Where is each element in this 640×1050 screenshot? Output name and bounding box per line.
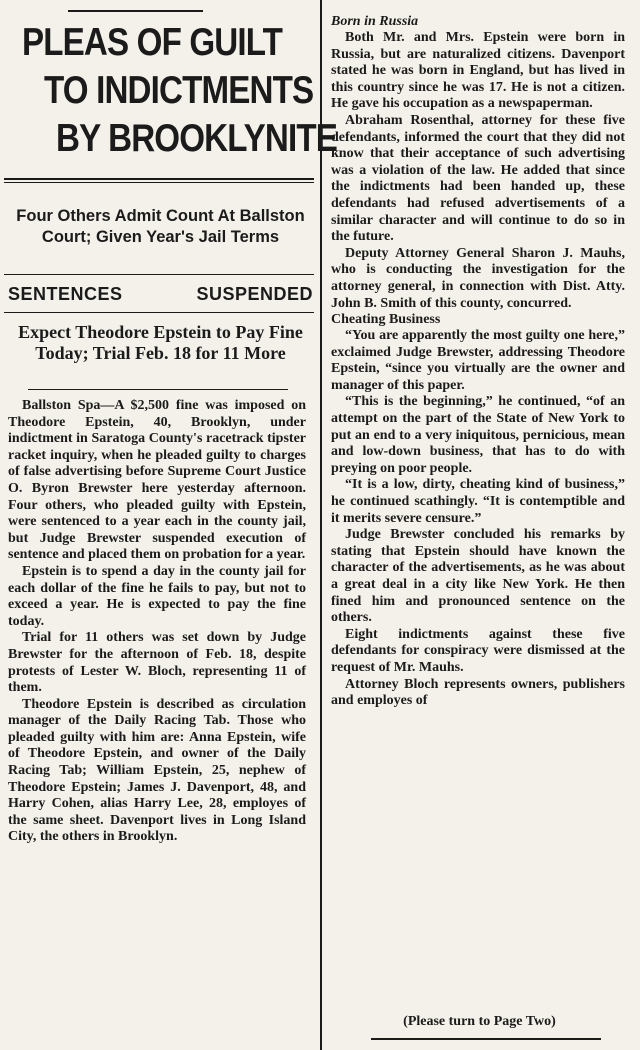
suspended-word: SUSPENDED bbox=[196, 284, 313, 304]
paragraph: “You are apparently the most guilty one here,” exclaimed Judge Brewster, addressing Theodore Epstein, “since you virtually are the owner and manager of this paper. bbox=[331, 328, 625, 393]
closing-rule bbox=[371, 1038, 601, 1040]
headline-line-3: BY BROOKLYNITE bbox=[56, 117, 337, 160]
deck-two-rule bbox=[28, 389, 288, 390]
paragraph: “This is the beginning,” he continued, “of an attempt on the part of the State of New York to put an end to a very iniquitous, pernicious, mean and low-down business, that has to do with preying on poor people. bbox=[331, 394, 625, 476]
paragraph: Trial for 11 others was set down by Judge Brewster for the afternoon of Feb. 18, despite protests of Lester W. Bloch, representing 11 of them. bbox=[8, 630, 306, 696]
turn-page-note: (Please turn to Page Two) bbox=[403, 1014, 556, 1029]
deck-two: Expect Theodore Epstein to Pay Fine Today; Trial Feb. 18 for 11 More bbox=[18, 322, 303, 363]
deck-rule bbox=[4, 274, 314, 275]
headline-line-2: TO INDICTMENTS bbox=[44, 69, 314, 112]
top-rule bbox=[68, 10, 203, 12]
deck-one: Four Others Admit Count At Ballston Court; Given Year's Jail Terms bbox=[16, 207, 305, 246]
paragraph: Both Mr. and Mrs. Epstein were born in Russia, but are naturalized citizens. Davenport stated he was born in England, but has lived in this country since he was 17. He is not a citizen. He gave his occupation as a newspaperman. bbox=[331, 30, 625, 112]
right-body bbox=[331, 14, 625, 710]
paragraph: Eight indictments against these five defendants for conspiracy were dismissed at the request of Mr. Mauhs. bbox=[331, 626, 625, 675]
paragraph: Epstein is to spend a day in the county jail for each dollar of the fine he fails to pay, but not to exceed a year. He is expected to pay the fine today. bbox=[8, 563, 306, 629]
sentences-suspended-line bbox=[8, 284, 313, 305]
paragraph: Deputy Attorney General Sharon J. Mauhs, who is conducting the investigation for the attorney general, in connection with Dist. Atty. John B. Smith of this county, concurred. bbox=[331, 245, 625, 311]
sentences-rule bbox=[4, 312, 314, 313]
headline-rule bbox=[4, 178, 314, 180]
paragraph: Abraham Rosenthal, attorney for these five defendants, informed the court that they did not know that their acceptance of such advertising was a violation of the law. He added that since the indictments had been handed up, these defendants had refused advertisements of a similar character and will continue to do so in the future. bbox=[331, 112, 625, 245]
paragraph: “It is a low, dirty, cheating kind of business,” he continued scathingly. “It is contemptible and it merits severe censure.” bbox=[331, 477, 625, 526]
subhead-cheating-business: Cheating Business bbox=[331, 312, 441, 328]
subhead-born-in-russia: Born in Russia bbox=[331, 14, 419, 29]
paragraph: Theodore Epstein is described as circulation manager of the Daily Racing Tab. Those who pleaded guilty with him are: Anna Epstein, wife of Theodore Epstein, and owner of the Daily Racing Tab; William Epstein, 25, nephew of Theodore Epstein; James J. Davenport, 48, and Harry Cohen, alias Harry Lee, 28, employes of the same sheet. Davenport lives in Long Island City, the others in Brooklyn. bbox=[8, 696, 306, 845]
paragraph: Attorney Bloch represents owners, publishers and employes of bbox=[331, 676, 625, 709]
paragraph: Ballston Spa—A $2,500 fine was imposed on Theodore Epstein, 40, Brooklyn, under indictment in Saratoga County's racetrack tipster racket inquiry, when he pleaded guilty to charges of false advertising before Supreme Court Justice O. Byron Brewster here yesterday afternoon. Four others, who pleaded guilty with Epstein, were sentenced to a year each in the county jail, but Judge Brewster suspended execution of sentence and placed them on probation for a year. bbox=[8, 398, 306, 563]
headline-line-1: PLEAS OF GUILT bbox=[22, 21, 283, 64]
paragraph: Judge Brewster concluded his remarks by stating that Epstein should have known the character of the advertisements, as he was about a great deal in a city like New York. He then fined him and pronounced sentence on the others. bbox=[331, 527, 625, 626]
sentences-word: SENTENCES bbox=[8, 284, 123, 304]
headline-rule-2 bbox=[4, 182, 314, 183]
left-body bbox=[8, 398, 306, 846]
